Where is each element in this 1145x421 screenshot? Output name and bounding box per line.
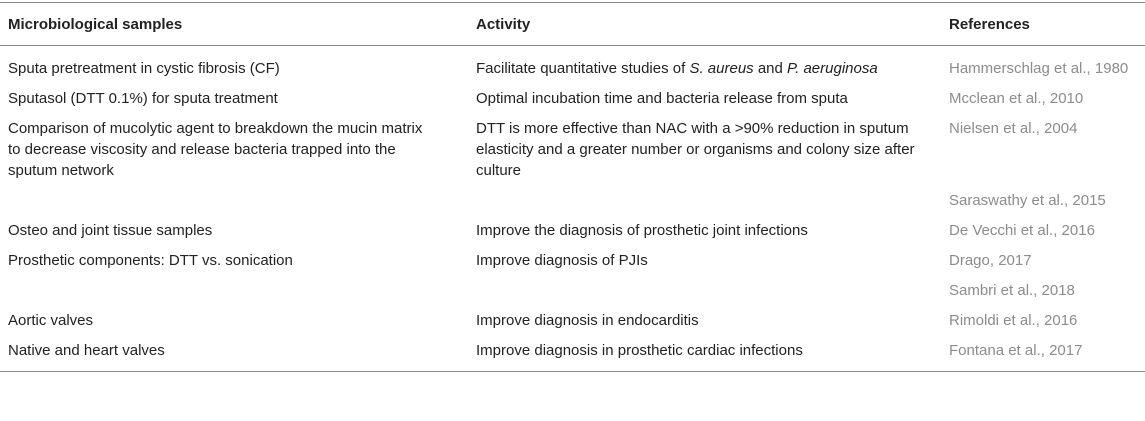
activity-cell (476, 181, 949, 211)
reference-cell: Rimoldi et al., 2016 (949, 312, 1078, 329)
header-references: References (949, 15, 1030, 33)
table-row (0, 331, 1145, 372)
sample-cell: Native and heart valves (8, 342, 165, 359)
organism-name: P. aeruginosa (787, 60, 878, 77)
table-container (0, 2, 1145, 372)
activity-cell (476, 46, 949, 80)
reference-cell: Saraswathy et al., 2015 (949, 192, 1106, 209)
reference-cell: Mcclean et al., 2010 (949, 90, 1084, 107)
header-activity: Activity (476, 15, 531, 33)
table-body (0, 46, 1145, 372)
table-row (0, 211, 1145, 241)
activity-cell: DTT is more effective than NAC with a >90% reduction in sputum elasticity and a greater number or organisms and colony size after culture (476, 120, 915, 179)
header-samples: Microbiological samples (8, 15, 183, 33)
activity-text: Facilitate quantitative studies of (476, 60, 690, 77)
activity-text: and (753, 60, 788, 77)
activity-cell: Optimal incubation time and bacteria release from sputa (476, 90, 848, 107)
table-row (0, 271, 1145, 301)
table-row (0, 79, 1145, 109)
sample-cell: Sputa pretreatment in cystic fibrosis (CF) (8, 60, 280, 77)
table-row (0, 181, 1145, 211)
table-header (0, 3, 1145, 46)
sample-cell: Sputasol (DTT 0.1%) for sputa treatment (8, 90, 278, 107)
reference-cell: Drago, 2017 (949, 252, 1032, 269)
activity-cell: Improve the diagnosis of prosthetic joint infections (476, 222, 808, 239)
organism-name: S. aureus (689, 60, 754, 77)
reference-cell: Nielsen et al., 2004 (949, 120, 1078, 137)
reference-cell: Sambri et al., 2018 (949, 282, 1075, 299)
table-row (0, 241, 1145, 271)
reference-cell: De Vecchi et al., 2016 (949, 222, 1095, 239)
activity-cell: Improve diagnosis of PJIs (476, 252, 648, 269)
reference-cell: Fontana et al., 2017 (949, 342, 1083, 359)
sample-cell: Prosthetic components: DTT vs. sonication (8, 252, 293, 269)
activity-cell: Improve diagnosis in endocarditis (476, 312, 699, 329)
header-row (0, 3, 1145, 46)
table-row (0, 109, 1145, 181)
sample-cell (0, 181, 476, 211)
sample-cell: Comparison of mucolytic agent to breakdown the mucin matrix to decrease viscosity and release bacteria trapped into the sputum network (8, 120, 423, 179)
sample-cell: Aortic valves (8, 312, 94, 329)
activity-cell (476, 271, 949, 301)
sample-cell: Osteo and joint tissue samples (8, 222, 213, 239)
activity-cell: Improve diagnosis in prosthetic cardiac infections (476, 342, 803, 359)
dtt-applications-table (0, 2, 1145, 372)
table-row (0, 301, 1145, 331)
table-row (0, 46, 1145, 80)
reference-cell: Hammerschlag et al., 1980 (949, 60, 1129, 77)
sample-cell (0, 271, 476, 301)
